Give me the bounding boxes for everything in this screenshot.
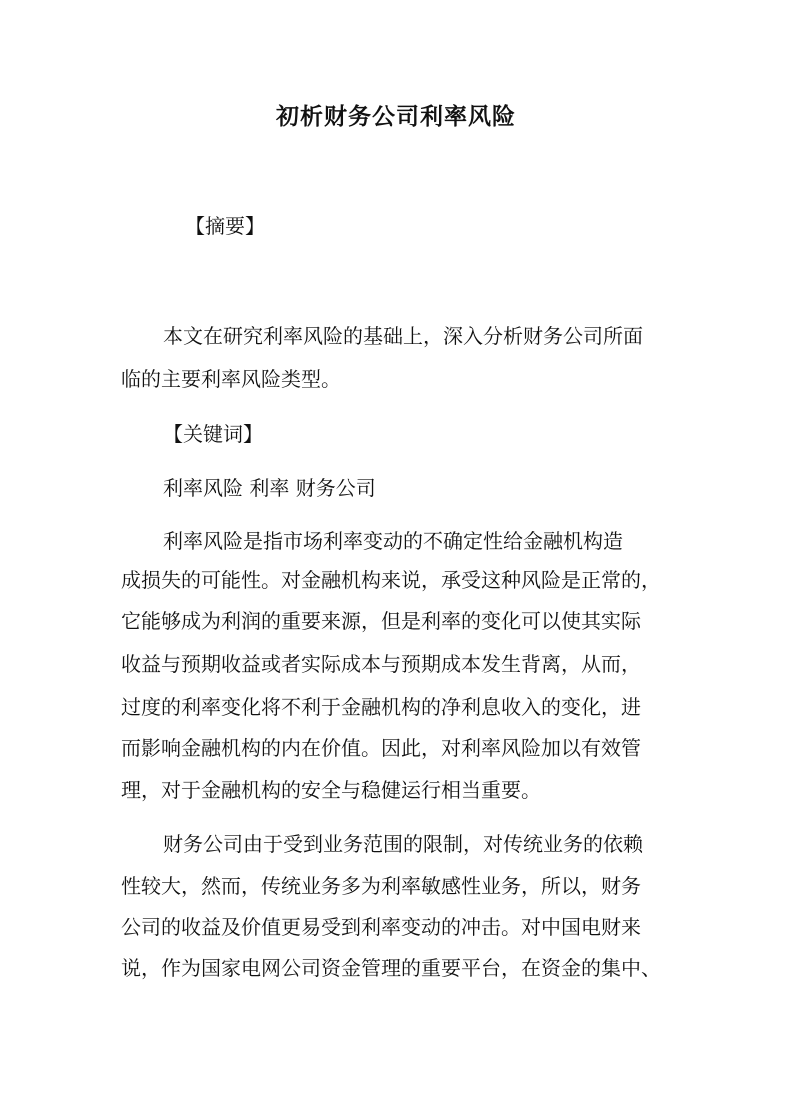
abstract-line: 临的主要利率风险类型。 [121,367,341,391]
paragraph-line: 公司的收益及价值更易受到利率变动的冲击。对中国电财来 [121,915,641,939]
paragraph-line: 性较大，然而，传统业务多为利率敏感性业务，所以，财务 [121,874,641,898]
abstract-line: 本文在研究利率风险的基础上，深入分析财务公司所面 [163,324,643,348]
document-title: 初析财务公司利率风险 [276,103,516,130]
paragraph-line: 说，作为国家电网公司资金管理的重要平台，在资金的集中、 [121,956,661,980]
paragraph-line: 理，对于金融机构的安全与稳健运行相当重要。 [121,778,541,802]
paragraph-line: 它能够成为利润的重要来源，但是利率的变化可以使其实际 [121,609,641,633]
paragraph-line: 过度的利率变化将不利于金融机构的净利息收入的变化，进 [121,695,641,719]
keywords-heading: 【关键词】 [163,422,263,446]
paragraph-line: 收益与预期收益或者实际成本与预期成本发生背离，从而， [121,652,641,676]
abstract-heading: 【摘要】 [185,214,265,238]
paragraph-line: 利率风险是指市场利率变动的不确定性给金融机构造 [163,529,623,553]
paragraph-line: 财务公司由于受到业务范围的限制，对传统业务的依赖 [163,832,643,856]
keywords-line: 利率风险 利率 财务公司 [163,476,376,500]
paragraph-line: 成损失的可能性。对金融机构来说，承受这种风险是正常的， [121,568,661,592]
paragraph-line: 而影响金融机构的内在价值。因此，对利率风险加以有效管 [121,736,641,760]
